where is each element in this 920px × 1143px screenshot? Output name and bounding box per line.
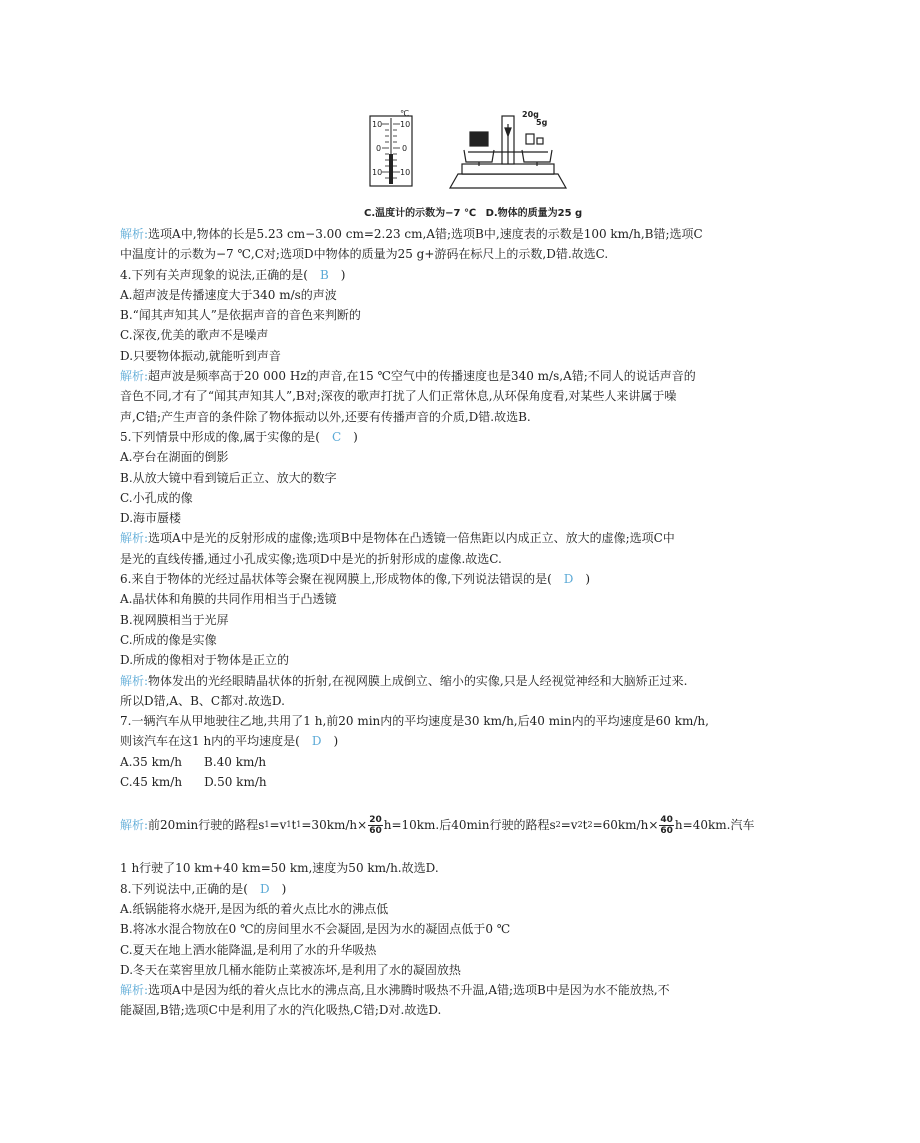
weight-5g-label: 5g [536, 118, 548, 127]
analysis-text: 超声波是频率高于20 000 Hz的声音,在15 ℃空气中的传播速度也是340 m/s,A错;不同人的说话声音的 [148, 369, 696, 384]
fraction-40-60 [659, 815, 674, 836]
analysis-line: 是光的直线传播,通过小孔成实像;选项D中是光的折射形成的虚像.故选C. [120, 551, 502, 566]
figure-caption [364, 204, 588, 219]
tick-right-top: 10 [400, 120, 411, 129]
option-b: B.将冰水混合物放在0 ℃的房间里水不会凝固,是因为水的凝固点低于0 ℃ [120, 922, 511, 937]
analysis-text: 物体发出的光经眼睛晶状体的折射,在视网膜上成倒立、缩小的实像,只是人经视觉神经和大脑矫正过来. [148, 673, 688, 688]
stem-text: 4.下列有关声现象的说法,正确的是( [120, 267, 308, 282]
analysis-text: 选项A中,物体的长是5.23 cm−3.00 cm=2.23 cm,A错;选项B中,速度表的示数是100 km/h,B错;选项C [148, 227, 703, 241]
fraction-numerator: 40 [660, 814, 673, 825]
option-a: A.晶状体和角膜的共同作用相当于凸透镜 [120, 592, 337, 607]
option-c: C.所成的像是实像 [120, 632, 217, 647]
stem-text: ) [340, 267, 346, 282]
formula-text: =30km/h× [301, 818, 368, 833]
option-d: D.只要物体振动,就能听到声音 [120, 348, 281, 363]
analysis-text: 选项A中是光的反射形成的虚像;选项B中是物体在凸透镜一倍焦距以内成正立、放大的虚像;选项C中 [148, 531, 675, 546]
question-4-stem [120, 265, 810, 285]
tick-right-bottom: 10 [400, 168, 411, 177]
analysis-line: 能凝固,B错;选项C中是利用了水的汽化吸热,C错;D对.故选D. [120, 1003, 442, 1018]
answer-mark: C [331, 429, 342, 444]
formula-text: t [291, 818, 297, 833]
spacer [120, 844, 810, 858]
option-a: A.35 km/h [120, 754, 182, 769]
tick-right-mid: 0 [402, 144, 408, 153]
question-7-stem [120, 731, 810, 751]
answer-mark: D [563, 572, 574, 587]
formula-text: =60km/h× [592, 818, 659, 833]
subscript: 1 [286, 820, 292, 830]
subscript: 2 [555, 820, 561, 830]
analysis-line [120, 224, 810, 244]
question-6-stem [120, 569, 810, 589]
question-7-stem: 7.一辆汽车从甲地驶往乙地,共用了1 h,前20 min内的平均速度是30 km/h,后40 min内的平均速度是60 km/h, [120, 714, 709, 729]
formula-text: h=40km.汽车 [674, 818, 755, 833]
caption-c: C.温度计的示数为−7 ℃ [364, 208, 477, 219]
document-body [120, 224, 810, 1021]
stem-text: ) [281, 881, 287, 896]
option-c: C.45 km/h [120, 775, 183, 790]
formula-text: =v [269, 818, 287, 833]
fraction-denominator: 60 [660, 825, 673, 836]
tick-left-bottom: 10 [372, 168, 383, 177]
caption-d: D.物体的质量为25 g [485, 208, 583, 219]
tick-left-mid: 0 [376, 144, 382, 153]
fraction-numerator: 20 [369, 814, 382, 825]
stem-text: ) [333, 734, 339, 749]
question-5-stem [120, 427, 810, 447]
option-d: D.所成的像相对于物体是正立的 [120, 653, 290, 668]
analysis-label: 解析: [120, 983, 149, 998]
analysis-line: 1 h行驶了10 km+40 km=50 km,速度为50 km/h.故选D. [120, 861, 439, 876]
analysis-label: 解析: [120, 369, 149, 384]
subscript: 2 [587, 820, 593, 830]
analysis-label: 解析: [120, 227, 149, 241]
stem-text: 6.来自于物体的光经过晶状体等会聚在视网膜上,形成物体的像,下列说法错误的是( [120, 572, 552, 587]
analysis-line: 所以D错,A、B、C都对.故选D. [120, 693, 285, 708]
spacer [120, 792, 810, 806]
option-d: D.50 km/h [204, 775, 267, 790]
subscript: 2 [577, 820, 583, 830]
option-b: B.“闻其声知其人”是依据声音的音色来判断的 [120, 308, 361, 323]
analysis-line: 中温度计的示数为−7 ℃,C对;选项D中物体的质量为25 g+游码在标尺上的示数,D错.故选C. [120, 247, 609, 262]
option-b: B.从放大镜中看到镜后正立、放大的数字 [120, 470, 337, 485]
analysis-label: 解析: [120, 673, 149, 688]
subscript: 1 [296, 820, 302, 830]
option-c: C.深夜,优美的歌声不是噪声 [120, 328, 269, 343]
option-d: D.海市蜃楼 [120, 511, 182, 526]
stem-text: 5.下列情景中形成的像,属于实像的是( [120, 429, 320, 444]
analysis-line: 音色不同,才有了“闻其声知其人”,B对;深夜的歌声打扰了人们正常休息,从环保角度看,对某些人来讲属于噪 [120, 389, 677, 404]
analysis-label: 解析: [120, 818, 149, 833]
option-c: C.小孔成的像 [120, 490, 193, 505]
thermometer-unit: ℃ [400, 109, 409, 118]
analysis-line [120, 671, 810, 691]
option-d: D.冬天在菜窖里放几桶水能防止菜被冻坏,是利用了水的凝固放热 [120, 962, 461, 977]
formula-text: t [582, 818, 588, 833]
analysis-line [120, 528, 810, 548]
analysis-line [120, 980, 810, 1000]
stem-text: 则该汽车在这1 h内的平均速度是( [120, 734, 300, 749]
analysis-formula-line [120, 806, 810, 844]
option-a: A.纸锅能将水烧开,是因为纸的着火点比水的沸点低 [120, 901, 389, 916]
options-row [120, 752, 810, 772]
option-b: B.视网膜相当于光屏 [120, 612, 229, 627]
analysis-line [120, 366, 810, 386]
figure-thermometer-balance [362, 104, 583, 219]
formula-text: h=10km.后40min行驶的路程s [383, 818, 556, 833]
analysis-label: 解析: [120, 531, 149, 546]
figure-drawing [362, 104, 572, 204]
option-c: C.夏天在地上洒水能降温,是利用了水的升华吸热 [120, 942, 377, 957]
option-b: B.40 km/h [204, 754, 267, 769]
weight-20g-label: 20g [522, 110, 539, 119]
option-a: A.超声波是传播速度大于340 m/s的声波 [120, 287, 337, 302]
analysis-line: 声,C错;产生声音的条件除了物体振动以外,还要有传播声音的介质,D错.故选B. [120, 409, 531, 424]
balance-scale [450, 116, 566, 188]
fraction-denominator: 60 [369, 825, 382, 836]
stem-text: ) [353, 429, 358, 444]
answer-mark: D [259, 881, 270, 896]
tick-left-top: 10 [372, 120, 383, 129]
formula-text: =v [560, 818, 578, 833]
stem-text: 8.下列说法中,正确的是( [120, 881, 248, 896]
fraction-20-60 [368, 815, 383, 836]
answer-mark: D [311, 734, 322, 749]
subscript: 1 [264, 820, 270, 830]
analysis-text: 选项A中是因为纸的着火点比水的沸点高,且水沸腾时吸热不升温,A错;选项B中是因为水不能放热,不 [148, 983, 670, 998]
formula-text: 前20min行驶的路程s [148, 818, 265, 833]
answer-mark: B [319, 267, 329, 282]
option-a: A.亭台在湖面的倒影 [120, 450, 229, 465]
options-row [120, 772, 810, 792]
question-8-stem [120, 879, 810, 899]
stem-text: ) [585, 572, 591, 587]
